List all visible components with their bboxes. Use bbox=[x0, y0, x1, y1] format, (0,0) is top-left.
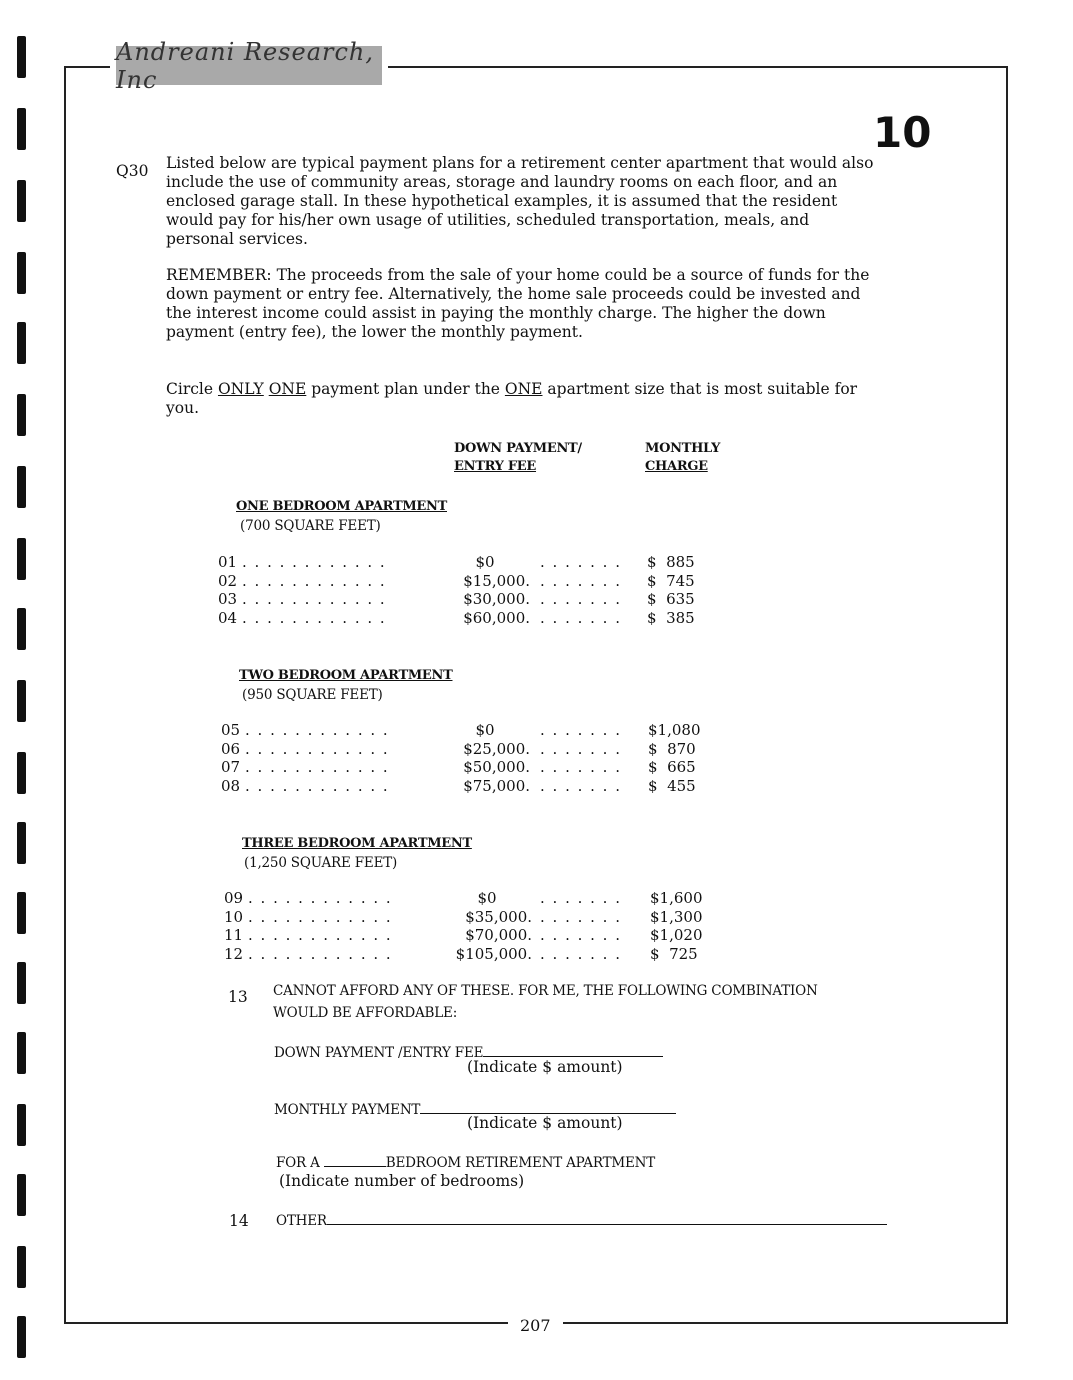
leader-dots: . . . . . . . . . . . . bbox=[245, 721, 390, 739]
page-frame bbox=[64, 66, 1008, 1324]
binder-hole bbox=[17, 680, 26, 722]
col-header-monthly bbox=[645, 440, 720, 476]
option-14-code[interactable]: 14 bbox=[229, 1212, 249, 1230]
leader-dots: . . . . . . . bbox=[540, 571, 622, 590]
down-payment-value: $30,000. bbox=[463, 590, 530, 608]
leader-dots: . . . . . . . bbox=[540, 739, 622, 758]
monthly-payment-label: MONTHLY PAYMENT bbox=[274, 1102, 421, 1118]
option-13-line1: CANNOT AFFORD ANY OF THESE. FOR ME, THE FOLLOWING COMBINATION bbox=[273, 983, 818, 999]
bedroom-row bbox=[276, 1152, 655, 1173]
down-payment-value: $70,000. bbox=[465, 926, 532, 944]
leader-dots: . . . . . . . . . . . . bbox=[242, 608, 387, 627]
binder-hole bbox=[17, 322, 26, 364]
binder-hole bbox=[17, 394, 26, 436]
remember-note: REMEMBER: The proceeds from the sale of your home could be a source of funds for the down payment or entry fee. Alternatively, the home sale proceeds could be invested and the interest income could assist in paying the monthly charge. The higher the down payment (entry fee), the lower the monthly payment. bbox=[166, 266, 870, 341]
instruction-only: ONLY bbox=[217, 380, 264, 398]
question-label: Q30 bbox=[116, 162, 149, 180]
monthly-payment-blank[interactable] bbox=[420, 1099, 676, 1114]
binder-hole bbox=[17, 180, 26, 222]
monthly-charge-value: $1,300 bbox=[650, 907, 703, 926]
instruction-mid: payment plan under the bbox=[306, 380, 505, 398]
question-intro: Listed below are typical payment plans for a retirement center apartment that would also include the use of community areas, storage and laundry rooms on each floor, and an enclosed garage stall. In these hypothetical examples, it is assumed that the resident would pay for his/her own usage of utilities, scheduled transportation, meals, and personal services. bbox=[166, 154, 874, 248]
plan-code: 07 bbox=[221, 758, 241, 776]
plan-code: 11 bbox=[224, 926, 244, 944]
for-a-label: FOR A bbox=[276, 1155, 320, 1171]
binder-hole bbox=[17, 892, 26, 934]
monthly-charge-value: $ 870 bbox=[648, 739, 696, 758]
instruction-post: apartment size that is most suitable for you. bbox=[166, 380, 858, 417]
binder-hole bbox=[17, 108, 26, 150]
monthly-charge-value: $ 385 bbox=[647, 608, 695, 627]
binder-hole bbox=[17, 252, 26, 294]
plan-code: 05 bbox=[221, 721, 241, 739]
plan-code: 08 bbox=[221, 776, 241, 795]
monthly-charge-value: $1,080 bbox=[648, 721, 701, 739]
instruction-pre: Circle bbox=[166, 380, 218, 398]
down-payment-value: $0 bbox=[477, 889, 497, 907]
plan-option-row[interactable] bbox=[224, 889, 744, 908]
col-header-monthly-line2: CHARGE bbox=[645, 459, 708, 474]
leader-dots: . . . . . . . . . . . . bbox=[242, 571, 387, 590]
monthly-charge-value: $ 885 bbox=[647, 553, 695, 571]
down-payment-value: $15,000. bbox=[463, 571, 530, 590]
plan-option-row[interactable] bbox=[218, 553, 738, 572]
leader-dots: . . . . . . . bbox=[540, 776, 622, 795]
other-blank[interactable] bbox=[327, 1210, 887, 1225]
leader-dots: . . . . . . . bbox=[540, 758, 622, 776]
col-header-monthly-line1: MONTHLY bbox=[645, 441, 721, 456]
plan-option-row[interactable] bbox=[218, 572, 738, 591]
col-header-down-line2: ENTRY FEE bbox=[454, 459, 537, 474]
plan-option-row[interactable] bbox=[218, 590, 738, 609]
other-label: OTHER bbox=[276, 1213, 327, 1229]
option-13-line2: WOULD BE AFFORDABLE: bbox=[273, 1005, 458, 1021]
monthly-payment-hint: (Indicate $ amount) bbox=[467, 1114, 623, 1132]
leader-dots: . . . . . . . . . . . . bbox=[245, 758, 390, 776]
down-payment-value: $105,000. bbox=[455, 944, 532, 963]
binder-hole bbox=[17, 1246, 26, 1288]
down-payment-value: $75,000. bbox=[463, 776, 530, 795]
down-payment-value: $35,000. bbox=[465, 907, 532, 926]
binder-hole bbox=[17, 1104, 26, 1146]
leader-dots: . . . . . . . bbox=[540, 721, 622, 739]
down-payment-blank[interactable] bbox=[483, 1042, 663, 1057]
monthly-charge-value: $ 635 bbox=[647, 590, 695, 608]
plan-code: 09 bbox=[224, 889, 244, 907]
plan-code: 01 bbox=[218, 553, 238, 571]
plan-code: 12 bbox=[224, 944, 244, 963]
option-13-code[interactable]: 13 bbox=[228, 988, 248, 1006]
plan-option-row[interactable] bbox=[224, 908, 744, 927]
down-payment-value: $50,000. bbox=[463, 758, 530, 776]
leader-dots: . . . . . . . bbox=[540, 889, 622, 907]
leader-dots: . . . . . . . bbox=[540, 944, 622, 963]
leader-dots: . . . . . . . . . . . . bbox=[248, 944, 393, 963]
plan-option-row[interactable] bbox=[221, 758, 741, 777]
binder-hole bbox=[17, 36, 26, 78]
plan-code: 02 bbox=[218, 571, 238, 590]
down-payment-value: $0 bbox=[475, 553, 495, 571]
binder-hole bbox=[17, 466, 26, 508]
plan-code: 10 bbox=[224, 907, 244, 926]
bedroom-count-blank[interactable] bbox=[324, 1152, 386, 1167]
binder-hole bbox=[17, 962, 26, 1004]
bedroom-hint: (Indicate number of bedrooms) bbox=[279, 1172, 525, 1190]
binder-hole bbox=[17, 1316, 26, 1358]
col-header-down bbox=[454, 440, 582, 476]
plan-option-row[interactable] bbox=[224, 926, 744, 945]
leader-dots: . . . . . . . . . . . . bbox=[242, 590, 387, 608]
monthly-charge-value: $1,600 bbox=[650, 889, 703, 907]
section-subtitle: (1,250 SQUARE FEET) bbox=[244, 855, 398, 871]
plan-code: 04 bbox=[218, 608, 238, 627]
section-title: THREE BEDROOM APARTMENT bbox=[242, 836, 472, 851]
leader-dots: . . . . . . . . . . . . bbox=[248, 907, 393, 926]
down-payment-hint: (Indicate $ amount) bbox=[467, 1058, 623, 1076]
leader-dots: . . . . . . . . . . . . bbox=[245, 739, 390, 758]
company-logo: Andreani Research, Inc bbox=[116, 46, 382, 85]
down-payment-label: DOWN PAYMENT /ENTRY FEE bbox=[274, 1045, 484, 1061]
instruction bbox=[166, 380, 876, 418]
plan-option-row[interactable] bbox=[221, 721, 741, 740]
binder-hole bbox=[17, 752, 26, 794]
plan-option-row[interactable] bbox=[221, 777, 741, 796]
leader-dots: . . . . . . . . . . . . bbox=[242, 553, 387, 571]
plan-option-row[interactable] bbox=[224, 945, 744, 964]
instruction-one: ONE bbox=[268, 380, 307, 398]
monthly-charge-value: $ 455 bbox=[648, 776, 696, 795]
plan-code: 06 bbox=[221, 739, 241, 758]
section-title: ONE BEDROOM APARTMENT bbox=[236, 499, 447, 514]
binder-hole bbox=[17, 1174, 26, 1216]
monthly-charge-value: $ 745 bbox=[647, 571, 695, 590]
section-subtitle: (700 SQUARE FEET) bbox=[240, 518, 381, 534]
leader-dots: . . . . . . . . . . . . bbox=[248, 889, 393, 907]
monthly-charge-value: $ 665 bbox=[648, 758, 696, 776]
bedroom-label: BEDROOM RETIREMENT APARTMENT bbox=[385, 1155, 656, 1171]
plan-option-row[interactable] bbox=[218, 609, 738, 628]
binder-hole bbox=[17, 822, 26, 864]
down-payment-value: $60,000. bbox=[463, 608, 530, 627]
section-subtitle: (950 SQUARE FEET) bbox=[242, 687, 383, 703]
binder-hole bbox=[17, 1032, 26, 1074]
plan-option-row[interactable] bbox=[221, 740, 741, 759]
binder-hole bbox=[17, 538, 26, 580]
leader-dots: . . . . . . . bbox=[540, 608, 622, 627]
leader-dots: . . . . . . . bbox=[540, 907, 622, 926]
leader-dots: . . . . . . . . . . . . bbox=[248, 926, 393, 944]
col-header-down-line1: DOWN PAYMENT/ bbox=[454, 441, 582, 456]
other-row bbox=[276, 1210, 887, 1231]
monthly-charge-value: $ 725 bbox=[650, 944, 698, 963]
leader-dots: . . . . . . . bbox=[540, 590, 622, 608]
binder-hole bbox=[17, 608, 26, 650]
down-payment-value: $25,000. bbox=[463, 739, 530, 758]
leader-dots: . . . . . . . bbox=[540, 553, 622, 571]
page-badge: 10 bbox=[873, 108, 932, 157]
section-title: TWO BEDROOM APARTMENT bbox=[239, 668, 453, 683]
instruction-one2: ONE bbox=[504, 380, 543, 398]
page-number: 207 bbox=[508, 1314, 563, 1337]
leader-dots: . . . . . . . bbox=[540, 926, 622, 944]
plan-code: 03 bbox=[218, 590, 238, 608]
down-payment-value: $0 bbox=[475, 721, 495, 739]
leader-dots: . . . . . . . . . . . . bbox=[245, 776, 390, 795]
monthly-charge-value: $1,020 bbox=[650, 926, 703, 944]
